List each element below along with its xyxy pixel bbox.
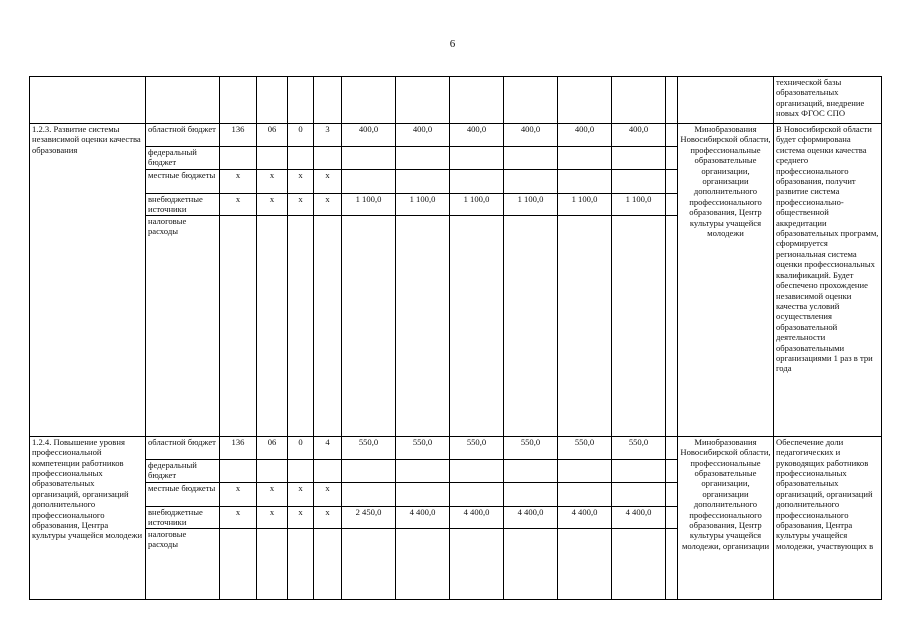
result-cell: Обеспечение доли педагогических и руководящих работников профессиональных образовательных организаций, организаций дополнительного профессионального образования, Центра культуры учащейся молодежи, участвующих в [774, 436, 882, 599]
funding-source-label: внебюджетные источники [146, 506, 220, 528]
budget-code-cell [314, 528, 342, 599]
amount-cell: 550,0 [396, 436, 450, 459]
amount-cell [450, 215, 504, 436]
amount-cell [504, 170, 558, 194]
empty-cell [666, 459, 678, 482]
budget-code-cell [257, 215, 288, 436]
budget-code-cell: x [314, 170, 342, 194]
budget-code-cell [314, 215, 342, 436]
measures-table [29, 76, 882, 600]
empty-cell [666, 528, 678, 599]
amount-cell: 400,0 [558, 124, 612, 147]
budget-code-cell: 136 [220, 436, 257, 459]
amount-cell [342, 215, 396, 436]
budget-code-cell: x [220, 482, 257, 506]
budget-code-cell: 4 [314, 436, 342, 459]
amount-cell: 550,0 [342, 436, 396, 459]
amount-cell: 550,0 [558, 436, 612, 459]
funding-source-label: областной бюджет [146, 124, 220, 147]
amount-cell: 550,0 [612, 436, 666, 459]
budget-code-cell: 0 [288, 436, 314, 459]
table-row [30, 77, 882, 124]
amount-cell [342, 147, 396, 170]
funding-source-label: федеральный бюджет [146, 459, 220, 482]
amount-cell: 4 400,0 [396, 506, 450, 528]
amount-cell: 4 400,0 [504, 506, 558, 528]
executor-cell: Минобразования Новосибирской области, профессиональные образовательные организации, организации дополнительного профессионального образования, Центр культуры учащейся молодежи [678, 124, 774, 437]
amount-cell: 1 100,0 [396, 194, 450, 216]
amount-cell [342, 170, 396, 194]
executor-cell: Минобразования Новосибирской области, профессиональные образовательные организации, организации дополнительного профессионального образования, Центр культуры учащейся молодежи, организации [678, 436, 774, 599]
amount-cell: 400,0 [612, 124, 666, 147]
amount-cell [504, 215, 558, 436]
amount-cell: 400,0 [450, 124, 504, 147]
budget-code-cell: x [288, 170, 314, 194]
amount-cell: 400,0 [504, 124, 558, 147]
amount-cell [450, 459, 504, 482]
amount-cell [396, 482, 450, 506]
result-cell: технической базы образовательных организаций, внедрение новых ФГОС СПО [774, 77, 882, 124]
amount-cell [396, 528, 450, 599]
budget-code-cell [257, 459, 288, 482]
budget-code-cell: x [220, 170, 257, 194]
budget-code-cell: x [220, 194, 257, 216]
budget-code-cell: x [314, 194, 342, 216]
budget-code-cell [220, 528, 257, 599]
funding-source-label: внебюджетные источники [146, 194, 220, 216]
budget-code-cell: x [314, 506, 342, 528]
empty-cell [666, 147, 678, 170]
budget-code-cell [220, 147, 257, 170]
empty-cell [666, 194, 678, 216]
table-row [30, 436, 882, 459]
amount-cell [396, 147, 450, 170]
amount-cell [450, 147, 504, 170]
amount-cell [396, 459, 450, 482]
amount-cell [612, 170, 666, 194]
funding-source-label: налоговые расходы [146, 528, 220, 599]
funding-source-label: местные бюджеты [146, 170, 220, 194]
empty-cell [666, 482, 678, 506]
amount-cell: 550,0 [504, 436, 558, 459]
empty-cell [666, 170, 678, 194]
amount-cell [504, 482, 558, 506]
budget-code-cell: x [257, 170, 288, 194]
budget-code-cell [257, 528, 288, 599]
budget-code-cell: x [288, 194, 314, 216]
budget-code-cell [314, 459, 342, 482]
amount-cell: 1 100,0 [612, 194, 666, 216]
amount-cell [504, 459, 558, 482]
budget-code-cell [314, 147, 342, 170]
amount-cell [396, 170, 450, 194]
amount-cell: 1 100,0 [450, 194, 504, 216]
amount-cell [612, 147, 666, 170]
amount-cell [342, 459, 396, 482]
amount-cell [558, 170, 612, 194]
amount-cell [612, 215, 666, 436]
measure-title: 1.2.3. Развитие системы независимой оценки качества образования [30, 124, 146, 437]
amount-cell [504, 147, 558, 170]
budget-code-cell: x [257, 194, 288, 216]
amount-cell: 1 100,0 [342, 194, 396, 216]
amount-cell: 550,0 [450, 436, 504, 459]
empty-cell [666, 215, 678, 436]
amount-cell [612, 459, 666, 482]
funding-source-label: областной бюджет [146, 436, 220, 459]
amount-cell [558, 482, 612, 506]
amount-cell: 1 100,0 [558, 194, 612, 216]
amount-cell [450, 528, 504, 599]
amount-cell: 4 400,0 [558, 506, 612, 528]
amount-cell: 400,0 [342, 124, 396, 147]
amount-cell [612, 482, 666, 506]
budget-code-cell: x [314, 482, 342, 506]
amount-cell [342, 482, 396, 506]
budget-code-cell [288, 459, 314, 482]
measure-title: 1.2.4. Повышение уровня профессиональной компетенции работников профессиональных образовательных организаций, организаций дополнительного профессионального образования, Центра культуры учащейся молодежи [30, 436, 146, 599]
amount-cell: 1 100,0 [504, 194, 558, 216]
amount-cell [450, 170, 504, 194]
budget-code-cell: 0 [288, 124, 314, 147]
budget-code-cell [288, 528, 314, 599]
amount-cell [558, 147, 612, 170]
budget-code-cell [220, 459, 257, 482]
funding-source-label: федеральный бюджет [146, 147, 220, 170]
budget-code-cell: x [257, 506, 288, 528]
funding-source-label: местные бюджеты [146, 482, 220, 506]
amount-cell [558, 528, 612, 599]
amount-cell: 4 400,0 [450, 506, 504, 528]
budget-code-cell: 06 [257, 436, 288, 459]
amount-cell: 4 400,0 [612, 506, 666, 528]
budget-code-cell: 3 [314, 124, 342, 147]
page-number: 6 [449, 38, 456, 50]
empty-cell [666, 506, 678, 528]
budget-code-cell [288, 147, 314, 170]
amount-cell [450, 482, 504, 506]
budget-code-cell: x [288, 506, 314, 528]
amount-cell [612, 528, 666, 599]
amount-cell [342, 528, 396, 599]
amount-cell [504, 528, 558, 599]
budget-code-cell: 136 [220, 124, 257, 147]
empty-cell [666, 436, 678, 459]
budget-code-cell: x [288, 482, 314, 506]
table-row [30, 124, 882, 147]
amount-cell [558, 215, 612, 436]
amount-cell [558, 459, 612, 482]
empty-cell [666, 124, 678, 147]
budget-code-cell [220, 215, 257, 436]
amount-cell: 400,0 [396, 124, 450, 147]
budget-code-cell: 06 [257, 124, 288, 147]
amount-cell: 2 450,0 [342, 506, 396, 528]
amount-cell [396, 215, 450, 436]
result-cell: В Новосибирской области будет сформирована система оценки качества среднего профессионального образования, получит развитие система профессионально-общественной аккредитации образовательных программ, сформируется региональная система оценки профессиональных квалификаций. Будет обеспечено прохождение независимой оценки качества условий осуществления образовательной деятельности образовательными организациями 1 раз в три года [774, 124, 882, 437]
budget-code-cell: x [220, 506, 257, 528]
budget-code-cell [257, 147, 288, 170]
budget-code-cell: x [257, 482, 288, 506]
funding-source-label: налоговые расходы [146, 215, 220, 436]
budget-code-cell [288, 215, 314, 436]
